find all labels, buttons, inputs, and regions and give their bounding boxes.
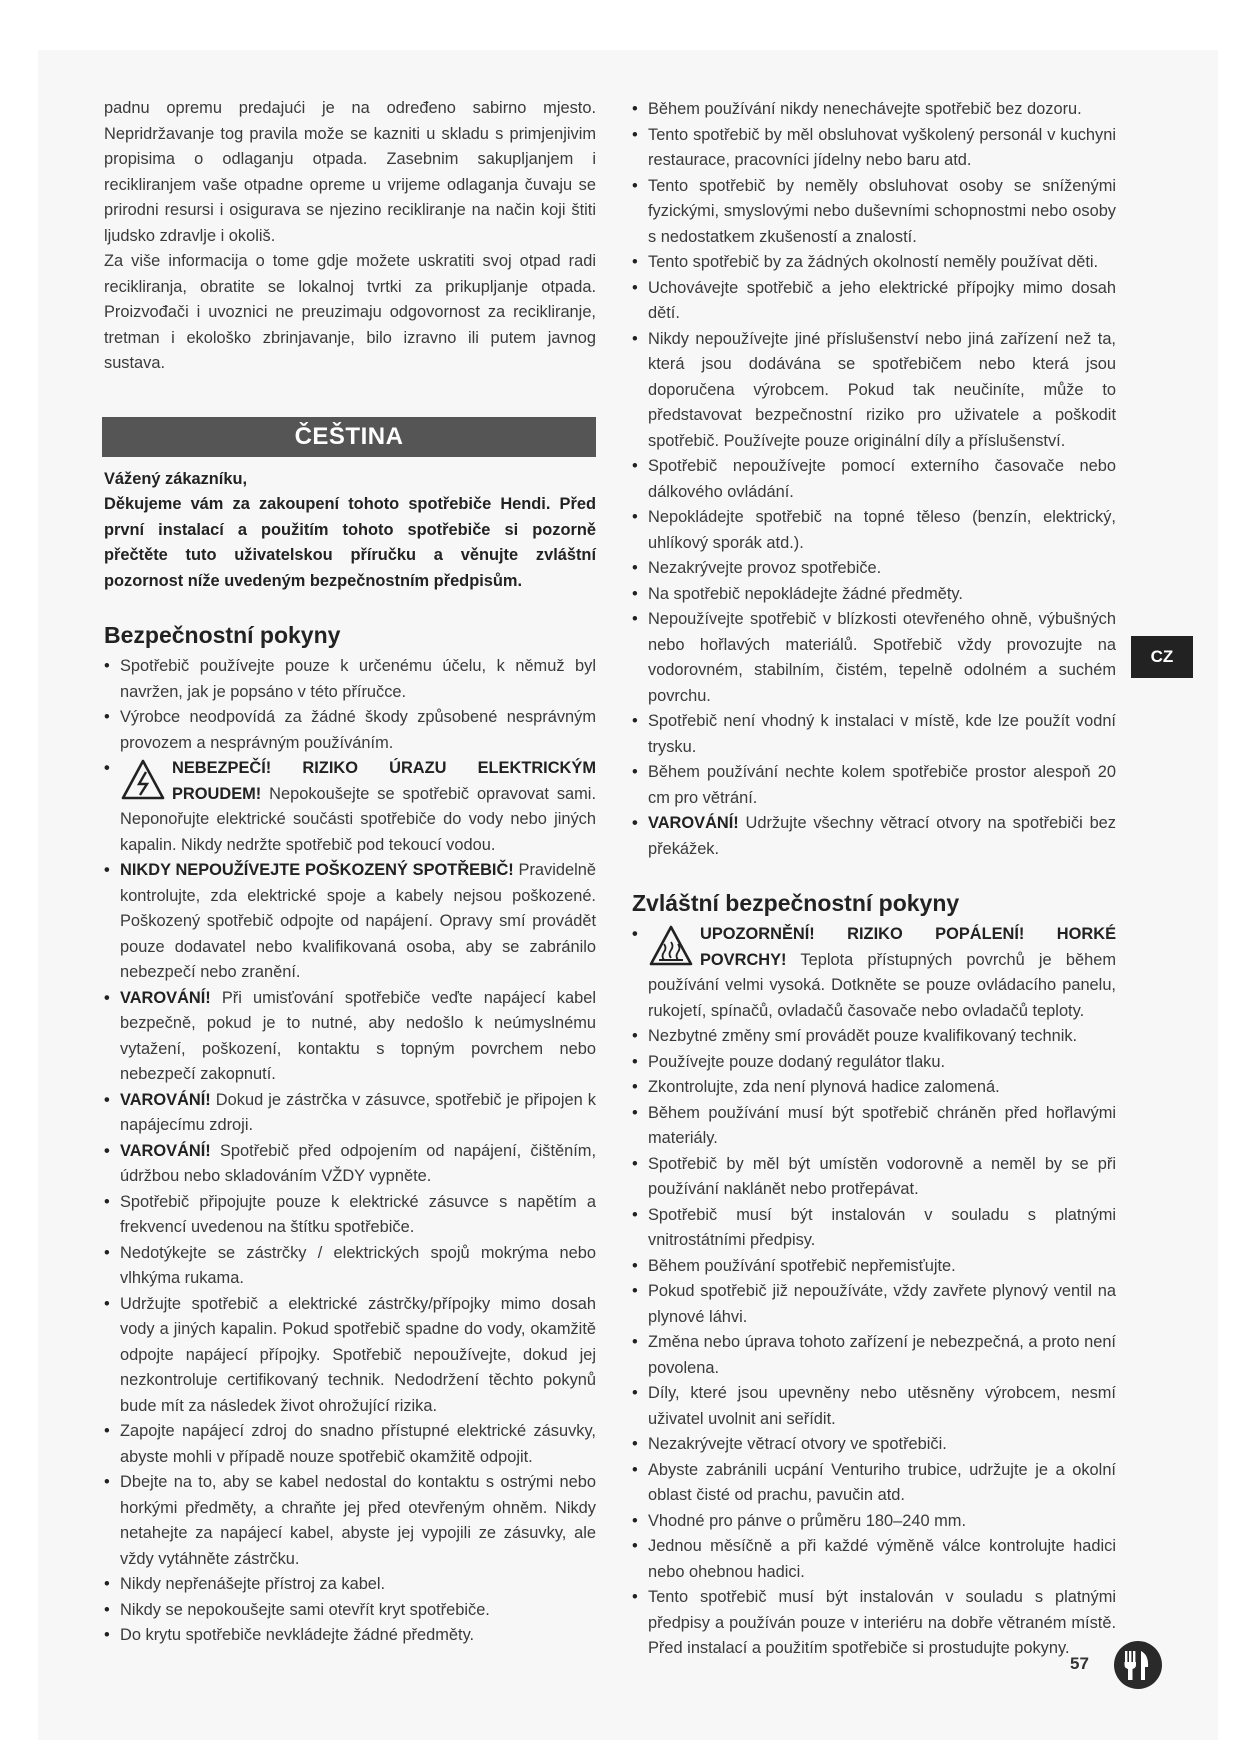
list-item: • Nikdy nepřenášejte přístroj za kabel.: [104, 1572, 596, 1598]
list-item: • Tento spotřebič by za žádných okolností neměly používat děti.: [632, 250, 1116, 276]
disposal-paragraph-1: padnu opremu predajući je na određeno sabirno mjesto. Nepridržavanje tog pravila može se kazniti u skladu s primjenjivim propisima o odlaganju otpada. Zasebnim sakupljanjem i recikliranjem vaše otpadne opreme u vrijeme odlaganja čuvaju se prirodni resursi i osigurava se njezino recikliranje na način koji štiti ljudsko zdravlje i okoliš.: [104, 99, 596, 245]
list-item: • VAROVÁNÍ! Udržujte všechny větrací otvory na spotřebiči bez překážek.: [632, 811, 1116, 862]
list-item: • Nedotýkejte se zástrčky / elektrických spojů mokrýma nebo vlhkýma rukama.: [104, 1241, 596, 1292]
list-item: • UPOZORNĚNÍ! RIZIKO POPÁLENÍ! HORKÉ POVRCHY! Teplota přístupných povrchů je během používání velmi vysoká. Dotkněte se pouze ovládacího panelu, rukojetí, spínačů, ovladačů časovače nebo ovladačů teploty.: [632, 922, 1116, 1024]
left-column: [104, 96, 596, 1649]
safety-list-continued: [632, 97, 1116, 862]
language-banner: ČEŠTINA: [102, 417, 596, 457]
greeting: Vážený zákazníku,: [104, 469, 248, 488]
list-item: • Během používání nikdy nenechávejte spotřebič bez dozoru.: [632, 97, 1116, 123]
electric-hazard-icon: [120, 758, 166, 802]
list-item: • Nepoužívejte spotřebič v blízkosti otevřeného ohně, výbušných nebo hořlavých materiálů. Spotřebič vždy provozujte na vodorovném, stabilním, čistém, tepelně odolném a suchém povrchu.: [632, 607, 1116, 709]
list-item: • Spotřebič používejte pouze k určenému účelu, k němuž byl navržen, jak je popsáno v této příručce.: [104, 654, 596, 705]
hot-surface-icon: [648, 924, 694, 968]
special-safety-heading: Zvláštní bezpečnostní pokyny: [632, 890, 960, 916]
list-item: • Dbejte na to, aby se kabel nedostal do kontaktu s ostrými nebo horkými předměty, a chraňte jej před otevřeným ohněm. Nikdy netahejte za napájecí kabel, abyste jej vypojili ze zásuvky, ale vždy vytáhněte zástrčku.: [104, 1470, 596, 1572]
list-item: • VAROVÁNÍ! Dokud je zástrčka v zásuvce, spotřebič je připojen k napájecímu zdroji.: [104, 1088, 596, 1139]
list-item: • Spotřebič musí být instalován v souladu s platnými vnitrostátními předpisy.: [632, 1203, 1116, 1254]
list-item: • Abyste zabránili ucpání Venturiho trubice, udržujte je a okolní oblast čisté od prachu, pavučin atd.: [632, 1458, 1116, 1509]
list-item: • Během používání musí být spotřebič chráněn před hořlavými materiály.: [632, 1101, 1116, 1152]
list-item: • Nezakrývejte provoz spotřebiče.: [632, 556, 1116, 582]
list-item: • Změna nebo úprava tohoto zařízení je nebezpečná, a proto není povolena.: [632, 1330, 1116, 1381]
list-item: • Do krytu spotřebiče nevkládejte žádné předměty.: [104, 1623, 596, 1649]
list-item: • Díly, které jsou upevněny nebo utěsněny výrobcem, nesmí uživatel uvolnit ani seřídit.: [632, 1381, 1116, 1432]
list-item: • Během používání spotřebič nepřemisťujte.: [632, 1254, 1116, 1280]
list-item: • Vhodné pro pánve o průměru 180–240 mm.: [632, 1509, 1116, 1535]
list-item: • Spotřebič nepoužívejte pomocí externího časovače nebo dálkového ovládání.: [632, 454, 1116, 505]
list-item: • Tento spotřebič by neměly obsluhovat osoby se sníženými fyzickými, smyslovými nebo duševními schopnostmi nebo osoby s nedostatkem zkušeností a znalostí.: [632, 174, 1116, 251]
list-item: • Výrobce neodpovídá za žádné škody způsobené nesprávným provozem a nesprávným používáním.: [104, 705, 596, 756]
list-item: • Nikdy nepoužívejte jiné příslušenství nebo jiná zařízení než ta, která jsou dodávána se spotřebičem nebo která jsou doporučena výrobcem. Pokud tak neučiníte, může to představovat bezpečnostní riziko pro uživatele a poškodit spotřebič. Používejte pouze originální díly a příslušenství.: [632, 327, 1116, 455]
list-item: • Nezakrývejte větrací otvory ve spotřebiči.: [632, 1432, 1116, 1458]
danger-label: NEBEZPEČÍ! RIZIKO ÚRAZU ELEKTRICKÝM PROUDEM!: [172, 759, 596, 803]
page-number: 57: [1070, 1654, 1089, 1673]
list-item: • Jednou měsíčně a při každé výměně válce kontrolujte hadici nebo ohebnou hadici.: [632, 1534, 1116, 1585]
list-item: • Nepokládejte spotřebič na topné těleso (benzín, elektrický, uhlíkový sporák atd.).: [632, 505, 1116, 556]
list-item: • Pokud spotřebič již nepoužíváte, vždy zavřete plynový ventil na plynové láhvi.: [632, 1279, 1116, 1330]
list-item: • Používejte pouze dodaný regulátor tlaku.: [632, 1050, 1116, 1076]
list-item: • Uchovávejte spotřebič a jeho elektrické přípojky mimo dosah dětí.: [632, 276, 1116, 327]
language-tab: CZ: [1131, 636, 1193, 678]
list-item: • Spotřebič není vhodný k instalaci v místě, kde lze použít vodní trysku.: [632, 709, 1116, 760]
list-item: • NEBEZPEČÍ! RIZIKO ÚRAZU ELEKTRICKÝM PROUDEM! Nepokoušejte se spotřebič opravovat sami. Neponořujte elektrické součásti spotřebiče do vody nebo jiných kapalin. Nikdy nedržte spotřebič pod tekoucí vodou.: [104, 756, 596, 858]
list-item: • VAROVÁNÍ! Spotřebič před odpojením od napájení, čištěním, údržbou nebo skladováním VŽDY vypněte.: [104, 1139, 596, 1190]
list-item: • Udržujte spotřebič a elektrické zástrčky/přípojky mimo dosah vody a jiných kapalin. Pokud spotřebič spadne do vody, okamžitě odpojte napájecí přípojky. Spotřebič nepoužívejte, dokud jej nezkontroluje certifikovaný technik. Nedodržení těchto pokynů bude mít za následek život ohrožující rizika.: [104, 1292, 596, 1420]
list-item: • VAROVÁNÍ! Při umisťování spotřebiče veďte napájecí kabel bezpečně, pokud je to nutné, aby nedošlo k neúmyslnému vytažení, poškození, kontaktu s topným povrchem nebo nebezpečí zakopnutí.: [104, 986, 596, 1088]
disposal-paragraph-2: Za više informacija o tome gdje možete uskratiti svoj otpad radi recikliranja, obratite se lokalnoj tvrtki za prikupljanje otpada. Proizvođači i uvoznici ne preuzimaju odgovornost za recikliranje, tretman i ekološko zbrinjavanje, bilo izravno ili putem javnog sustava.: [104, 252, 596, 372]
cutlery-logo-icon: [1113, 1640, 1163, 1690]
list-item: • Během používání nechte kolem spotřebiče prostor alespoň 20 cm pro větrání.: [632, 760, 1116, 811]
list-item: • Zkontrolujte, zda není plynová hadice zalomená.: [632, 1075, 1116, 1101]
safety-list: [104, 654, 596, 1649]
list-item: • Na spotřebič nepokládejte žádné předměty.: [632, 582, 1116, 608]
safety-heading: Bezpečnostní pokyny: [104, 622, 341, 648]
list-item: • NIKDY NEPOUŽÍVEJTE POŠKOZENÝ SPOTŘEBIČ! Pravidelně kontrolujte, zda elektrické spoje a kabely nejsou poškozené. Poškozený spotřebič odpojte od napájení. Opravy smí provádět pouze dodavatel nebo kvalifikovaná osoba, aby se zabránilo nebezpečí nebo zranění.: [104, 858, 596, 986]
caution-label: UPOZORNĚNÍ! RIZIKO POPÁLENÍ! HORKÉ POVRCHY!: [700, 925, 1116, 969]
list-item: • Zapojte napájecí zdroj do snadno přístupné elektrické zásuvky, abyste mohli v případě nouze spotřebič okamžitě odpojit.: [104, 1419, 596, 1470]
special-safety-list: [632, 922, 1116, 1662]
list-item: • Nezbytné změny smí provádět pouze kvalifikovaný technik.: [632, 1024, 1116, 1050]
list-item: • Tento spotřebič by měl obsluhovat vyškolený personál v kuchyni restaurace, pracovníci jídelny nebo baru atd.: [632, 123, 1116, 174]
intro-text: Děkujeme vám za zakoupení tohoto spotřebiče Hendi. Před první instalací a použitím tohoto spotřebiče si pozorně přečtěte tuto uživatelskou příručku a věnujte zvláštní pozornost níže uvedeným bezpečnostním předpisům.: [104, 495, 596, 590]
list-item: • Tento spotřebič musí být instalován v souladu s platnými předpisy a používán pouze v interiéru na dobře větraném místě. Před instalací a použitím spotřebiče si prostudujte pokyny.: [632, 1585, 1116, 1662]
list-item: • Spotřebič připojujte pouze k elektrické zásuvce s napětím a frekvencí uvedenou na štítku spotřebiče.: [104, 1190, 596, 1241]
list-item: • Nikdy se nepokoušejte sami otevřít kryt spotřebiče.: [104, 1598, 596, 1624]
right-column: [632, 97, 1116, 1662]
list-item: • Spotřebič by měl být umístěn vodorovně a neměl by se při používání naklánět nebo protřepávat.: [632, 1152, 1116, 1203]
